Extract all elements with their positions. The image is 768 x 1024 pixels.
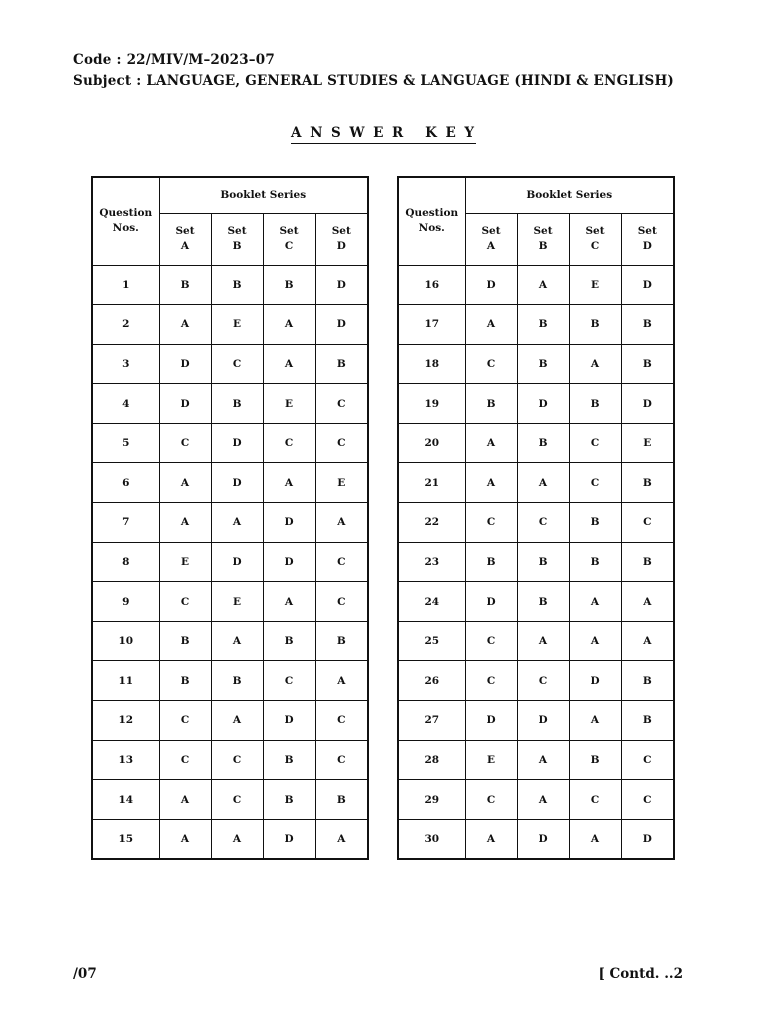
table-row — [92, 819, 368, 859]
answer-set-c: B — [263, 621, 315, 661]
answer-set-c: B — [569, 740, 621, 780]
code-value: 22/MIV/M–2023–07 — [126, 52, 275, 68]
question-number: 18 — [398, 344, 465, 384]
set-word: Set — [637, 225, 657, 237]
question-number: 1 — [92, 265, 159, 305]
booklet-series-header: Booklet Series — [159, 177, 368, 213]
answer-set-a: A — [465, 819, 517, 859]
set-a-header — [159, 213, 211, 265]
answer-set-b: A — [211, 701, 263, 741]
answer-set-c: B — [569, 503, 621, 543]
table-row — [92, 780, 368, 820]
answer-set-d: C — [315, 542, 368, 582]
answer-set-a: C — [465, 780, 517, 820]
answer-set-a: D — [159, 384, 211, 424]
question-number: 10 — [92, 621, 159, 661]
question-number: 16 — [398, 265, 465, 305]
set-a-header — [465, 213, 517, 265]
answer-set-b: D — [517, 819, 569, 859]
answer-set-d: D — [621, 384, 674, 424]
answer-set-a: C — [159, 582, 211, 622]
answer-set-b: A — [517, 780, 569, 820]
answer-set-a: B — [465, 384, 517, 424]
question-number: 27 — [398, 701, 465, 741]
answer-set-d: B — [315, 621, 368, 661]
answer-set-d: D — [621, 265, 674, 305]
table-row — [92, 740, 368, 780]
answer-set-a: B — [159, 661, 211, 701]
answer-set-c: E — [569, 265, 621, 305]
answer-set-c: A — [263, 305, 315, 345]
set-letter: A — [180, 240, 190, 252]
answer-set-c: B — [263, 265, 315, 305]
subject-label: Subject — [73, 73, 132, 89]
set-letter: B — [538, 240, 548, 252]
question-number: 30 — [398, 819, 465, 859]
answer-set-d: B — [621, 463, 674, 503]
answer-set-c: C — [263, 661, 315, 701]
answer-set-a: E — [465, 740, 517, 780]
question-number: 11 — [92, 661, 159, 701]
question-number: 2 — [92, 305, 159, 345]
answer-set-b: E — [211, 305, 263, 345]
answer-set-a: D — [159, 344, 211, 384]
answer-set-b: B — [517, 582, 569, 622]
answer-set-d: B — [621, 305, 674, 345]
answer-set-a: C — [465, 621, 517, 661]
table-row — [398, 740, 674, 780]
answer-set-a: C — [465, 503, 517, 543]
answer-set-c: B — [263, 780, 315, 820]
question-nos-header — [92, 177, 159, 265]
answer-set-d: E — [621, 423, 674, 463]
question-number: 29 — [398, 780, 465, 820]
answer-set-a: E — [159, 542, 211, 582]
answer-set-b: B — [517, 542, 569, 582]
set-letter: D — [336, 240, 346, 252]
answer-table-left — [91, 176, 369, 860]
answer-set-b: A — [517, 463, 569, 503]
answer-set-b: A — [211, 503, 263, 543]
table-row — [92, 463, 368, 503]
answer-set-b: B — [517, 305, 569, 345]
set-word: Set — [533, 225, 553, 237]
question-header-line1: Question — [99, 207, 153, 220]
answer-set-d: A — [621, 621, 674, 661]
table-row — [92, 384, 368, 424]
table-row — [398, 423, 674, 463]
question-number: 8 — [92, 542, 159, 582]
answer-set-a: C — [465, 344, 517, 384]
answer-set-b: C — [517, 503, 569, 543]
table-row — [92, 344, 368, 384]
table-row — [92, 701, 368, 741]
question-header-line1: Question — [405, 207, 459, 220]
answer-set-a: A — [159, 305, 211, 345]
answer-set-a: B — [159, 265, 211, 305]
question-number: 13 — [92, 740, 159, 780]
answer-set-d: B — [315, 344, 368, 384]
subject-value: LANGUAGE, GENERAL STUDIES & LANGUAGE (HINDI & ENGLISH) — [146, 73, 675, 89]
answer-set-b: C — [517, 661, 569, 701]
answer-set-b: D — [211, 542, 263, 582]
code-label: Code — [73, 52, 112, 68]
table-row — [398, 542, 674, 582]
answer-set-a: A — [465, 463, 517, 503]
answer-set-c: C — [569, 423, 621, 463]
answer-set-c: A — [263, 582, 315, 622]
answer-set-d: C — [315, 701, 368, 741]
answer-set-d: E — [315, 463, 368, 503]
answer-set-a: C — [159, 423, 211, 463]
table-row — [398, 503, 674, 543]
answer-set-b: B — [517, 423, 569, 463]
answer-set-b: B — [211, 384, 263, 424]
answer-set-d: D — [315, 305, 368, 345]
table-row — [398, 305, 674, 345]
answer-set-b: A — [517, 621, 569, 661]
set-word: Set — [279, 225, 299, 237]
answer-set-a: C — [465, 661, 517, 701]
answer-set-c: D — [569, 661, 621, 701]
set-c-header — [569, 213, 621, 265]
answer-set-a: C — [159, 740, 211, 780]
question-number: 25 — [398, 621, 465, 661]
table-row — [92, 621, 368, 661]
table-row — [92, 265, 368, 305]
answer-set-d: D — [621, 819, 674, 859]
table-row — [92, 542, 368, 582]
set-c-header — [263, 213, 315, 265]
table-row — [92, 305, 368, 345]
table-row — [398, 265, 674, 305]
set-d-header — [315, 213, 368, 265]
question-number: 9 — [92, 582, 159, 622]
set-letter: C — [590, 240, 600, 252]
question-number: 7 — [92, 503, 159, 543]
answer-set-b: A — [517, 265, 569, 305]
question-number: 5 — [92, 423, 159, 463]
answer-set-c: E — [263, 384, 315, 424]
answer-set-a: A — [465, 305, 517, 345]
answer-set-d: B — [315, 780, 368, 820]
answer-set-c: D — [263, 701, 315, 741]
answer-set-c: C — [569, 780, 621, 820]
answer-set-b: B — [517, 344, 569, 384]
answer-set-c: D — [263, 503, 315, 543]
table-row — [398, 344, 674, 384]
answer-set-c: B — [569, 384, 621, 424]
answer-set-d: C — [315, 582, 368, 622]
question-number: 23 — [398, 542, 465, 582]
answer-set-d: C — [315, 384, 368, 424]
question-number: 3 — [92, 344, 159, 384]
answer-set-d: C — [621, 740, 674, 780]
set-word: Set — [585, 225, 605, 237]
answer-set-a: B — [159, 621, 211, 661]
answer-set-d: B — [621, 701, 674, 741]
answer-set-a: B — [465, 542, 517, 582]
answer-set-b: D — [517, 701, 569, 741]
set-d-header — [621, 213, 674, 265]
table-row — [398, 621, 674, 661]
answer-set-c: D — [263, 819, 315, 859]
answer-set-b: D — [517, 384, 569, 424]
answer-set-b: C — [211, 780, 263, 820]
set-letter: B — [232, 240, 242, 252]
question-number: 21 — [398, 463, 465, 503]
answer-set-d: A — [621, 582, 674, 622]
answer-set-c: B — [569, 305, 621, 345]
answer-set-d: B — [621, 661, 674, 701]
answers-body-left — [92, 265, 368, 859]
answer-table-right — [397, 176, 675, 860]
table-row — [398, 780, 674, 820]
question-number: 17 — [398, 305, 465, 345]
table-row — [398, 819, 674, 859]
answer-set-b: A — [211, 819, 263, 859]
answer-set-b: D — [211, 423, 263, 463]
page-title: ANSWER KEY — [291, 125, 476, 144]
table-row — [398, 582, 674, 622]
answer-set-b: D — [211, 463, 263, 503]
answer-set-b: B — [211, 661, 263, 701]
answer-set-b: C — [211, 740, 263, 780]
question-number: 26 — [398, 661, 465, 701]
table-row — [92, 661, 368, 701]
booklet-series-header: Booklet Series — [465, 177, 674, 213]
answer-set-d: C — [621, 503, 674, 543]
answer-set-d: A — [315, 819, 368, 859]
code-line: Code : 22/MIV/M–2023–07 — [73, 52, 275, 68]
set-word: Set — [227, 225, 247, 237]
question-number: 12 — [92, 701, 159, 741]
question-number: 19 — [398, 384, 465, 424]
answer-set-d: B — [621, 344, 674, 384]
answer-set-c: C — [569, 463, 621, 503]
answer-set-c: B — [569, 542, 621, 582]
answer-set-c: B — [263, 740, 315, 780]
answer-set-d: C — [315, 423, 368, 463]
answer-set-d: D — [315, 265, 368, 305]
question-number: 28 — [398, 740, 465, 780]
answer-set-c: C — [263, 423, 315, 463]
answer-set-c: D — [263, 542, 315, 582]
answer-set-d: C — [621, 780, 674, 820]
answers-body-right — [398, 265, 674, 859]
set-letter: C — [284, 240, 294, 252]
page-number: /07 — [73, 966, 97, 982]
answer-set-c: A — [263, 463, 315, 503]
answer-set-d: A — [315, 503, 368, 543]
answer-set-c: A — [569, 582, 621, 622]
answer-set-b: C — [211, 344, 263, 384]
question-number: 15 — [92, 819, 159, 859]
table-row — [92, 582, 368, 622]
answer-set-a: A — [159, 463, 211, 503]
subject-line: Subject : LANGUAGE, GENERAL STUDIES & LANGUAGE (HINDI & ENGLISH) — [73, 73, 675, 89]
answer-set-c: A — [569, 819, 621, 859]
table-row — [398, 384, 674, 424]
answer-set-a: D — [465, 265, 517, 305]
answer-set-a: D — [465, 582, 517, 622]
set-b-header — [517, 213, 569, 265]
set-word: Set — [331, 225, 351, 237]
table-row — [92, 423, 368, 463]
answer-set-d: C — [315, 740, 368, 780]
table-row — [398, 661, 674, 701]
answer-set-b: A — [517, 740, 569, 780]
question-number: 22 — [398, 503, 465, 543]
question-number: 4 — [92, 384, 159, 424]
answer-set-a: A — [159, 780, 211, 820]
table-row — [398, 463, 674, 503]
question-nos-header — [398, 177, 465, 265]
question-header-line2: Nos. — [418, 222, 445, 235]
question-header-line2: Nos. — [112, 222, 139, 235]
set-letter: A — [486, 240, 496, 252]
set-b-header — [211, 213, 263, 265]
answer-set-d: B — [621, 542, 674, 582]
table-row — [92, 503, 368, 543]
question-number: 6 — [92, 463, 159, 503]
answer-set-a: A — [159, 503, 211, 543]
continued-note: [ Contd. ..2 — [598, 966, 683, 982]
answer-set-a: D — [465, 701, 517, 741]
question-number: 20 — [398, 423, 465, 463]
answer-set-c: A — [263, 344, 315, 384]
table-row — [398, 701, 674, 741]
set-letter: D — [642, 240, 652, 252]
answer-set-a: A — [465, 423, 517, 463]
answer-set-d: A — [315, 661, 368, 701]
question-number: 14 — [92, 780, 159, 820]
set-word: Set — [481, 225, 501, 237]
answer-set-c: A — [569, 344, 621, 384]
answer-set-b: A — [211, 621, 263, 661]
question-number: 24 — [398, 582, 465, 622]
answer-set-b: E — [211, 582, 263, 622]
answer-set-a: A — [159, 819, 211, 859]
answer-set-c: A — [569, 701, 621, 741]
set-word: Set — [175, 225, 195, 237]
answer-set-b: B — [211, 265, 263, 305]
answer-set-c: A — [569, 621, 621, 661]
answer-set-a: C — [159, 701, 211, 741]
